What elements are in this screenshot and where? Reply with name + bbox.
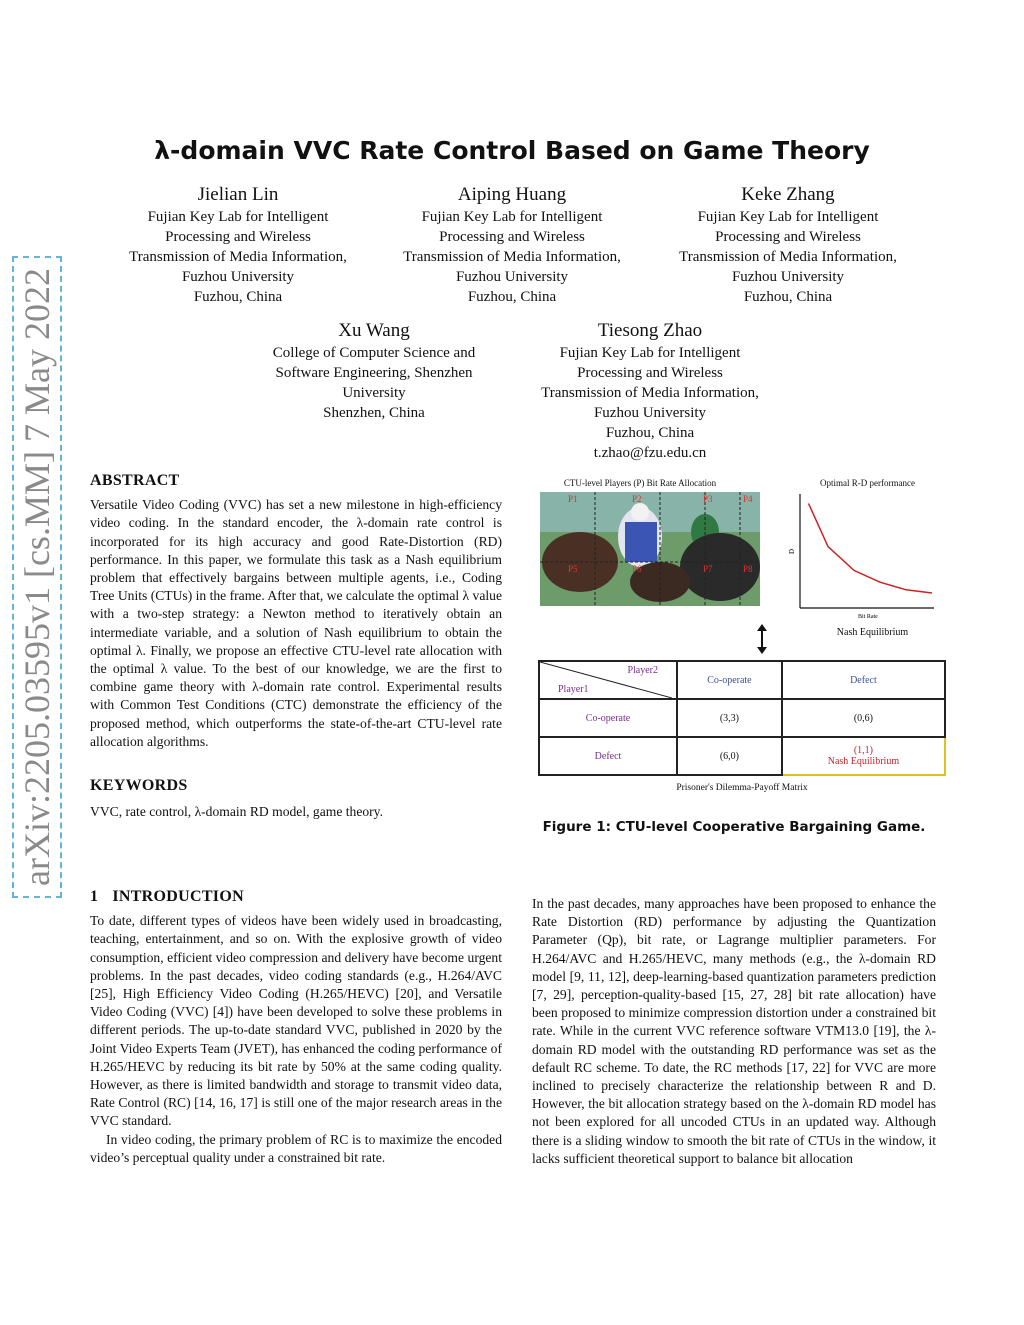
rd-ylabel: D	[788, 548, 796, 554]
author-affil-line: Transmission of Media Information,	[679, 249, 897, 265]
player-label: P1	[568, 494, 578, 504]
author-name: Tiesong Zhao	[597, 320, 703, 341]
author-affil-line: Transmission of Media Information,	[541, 385, 759, 401]
double-arrow-icon	[754, 624, 770, 654]
player-label: P3	[703, 494, 713, 504]
keywords-heading: KEYWORDS	[90, 777, 188, 795]
author-affil-line: College of Computer Science and	[272, 345, 476, 361]
intro-heading-number: 1	[90, 888, 99, 905]
player-label: P4	[743, 494, 753, 504]
payoff-cell: (3,3)	[677, 699, 782, 737]
ctu-player-image	[540, 492, 760, 606]
author-affil-line: Processing and Wireless	[439, 229, 585, 245]
player-label: P7	[703, 564, 713, 574]
author-affil-line: Fujian Key Lab for Intelligent	[697, 209, 879, 225]
author-affil-line: Fuzhou, China	[193, 289, 283, 305]
intro-paragraph: In the past decades, many approaches have been proposed to enhance the Rate Distortion (RD) performance by adjusting the Quantization Parameter (Qp), bit rate, or Lagrange multiplier parameters. For H.264/AVC and H.265/HEVC, many methods (e.g., the λ-domain RD model [9, 11, 12], deep-learning-based quantization parameters prediction [7, 29], perception-quality-based [15, 27, 28] bit rate allocation) have been proposed to minimize compression distortion under a constrained bit rate. While in the current VVC reference software VTM13.0 [19], the λ-domain RD model with the outstanding RD performance was set as the default RC scheme. To date, the RC methods [17, 22] for VVC are more inclined to precisely characterize the relationship between R and D. However, the bit allocation strategy based on the λ-domain RD model has not been explored for all uncoded CTUs in an updated way. Although there is a sliding window to smooth the bit rate of CTUs in the window, it lacks sufficient theoretical support to balance bit allocation	[532, 896, 936, 1166]
player-label: P8	[743, 564, 753, 574]
author-affil-line: Processing and Wireless	[577, 365, 723, 381]
intro-heading-text: INTRODUCTION	[112, 888, 244, 905]
row-label-cooperate: Co-operate	[539, 699, 677, 737]
rd-chart	[788, 490, 938, 620]
arxiv-stamp: arXiv:2205.03595v1 [cs.MM] 7 May 2022	[12, 256, 62, 898]
rd-chart-title: Optimal R-D performance	[820, 478, 915, 488]
intro-paragraph: In video coding, the primary problem of RC is to maximize the encoded video’s perceptual quality under a constrained bit rate.	[90, 1131, 502, 1165]
nash-equilibrium-cell	[782, 737, 945, 775]
payoff-cell: (0,6)	[782, 699, 945, 737]
author-block	[108, 183, 368, 307]
author-affil-line: University	[342, 385, 406, 401]
rd-curve-line	[809, 503, 933, 593]
payoff-matrix	[538, 660, 946, 776]
players-label: CTU-level Players (P) Bit Rate Allocation	[563, 478, 717, 488]
author-affil-line: Software Engineering, Shenzhen	[275, 365, 473, 381]
horse-race-illustration	[540, 492, 760, 606]
matrix-corner-cell	[539, 661, 677, 699]
author-affil-line: Fuzhou University	[181, 269, 295, 285]
author-block	[244, 319, 504, 423]
author-name: Keke Zhang	[741, 184, 835, 205]
player-label: P5	[568, 564, 578, 574]
abstract-heading: ABSTRACT	[90, 472, 180, 489]
author-affil-line: Transmission of Media Information,	[129, 249, 347, 265]
author-affil-line: Fujian Key Lab for Intelligent	[147, 209, 329, 225]
author-affil-line: Transmission of Media Information,	[403, 249, 621, 265]
author-affil-line: Shenzhen, China	[323, 405, 425, 421]
author-affil-line: Fuzhou University	[593, 405, 707, 421]
figure-caption: Figure 1: CTU-level Cooperative Bargaining Game.	[542, 819, 926, 835]
author-affil-line: Processing and Wireless	[715, 229, 861, 245]
payoff-value: (1,1)	[853, 745, 873, 756]
author-affil-line: Fuzhou University	[455, 269, 569, 285]
abstract-section	[90, 472, 502, 821]
author-affil-line: Fujian Key Lab for Intelligent	[421, 209, 603, 225]
author-affil-line: Processing and Wireless	[165, 229, 311, 245]
payoff-cell: (6,0)	[677, 737, 782, 775]
author-affil-line: Fujian Key Lab for Intelligent	[559, 345, 741, 361]
col-header-cooperate: Co-operate	[677, 661, 782, 699]
player-label: P2	[632, 494, 642, 504]
player1-label: Player1	[558, 684, 589, 695]
row-label-defect: Defect	[539, 737, 677, 775]
player2-label: Player2	[627, 665, 658, 676]
keywords-text: VVC, rate control, λ-domain RD model, game theory.	[90, 804, 383, 820]
abstract-text: Versatile Video Coding (VVC) has set a new milestone in high-efficiency video coding. In the standard encoder, the λ-domain rate control is incorporated for its high accuracy and good Rate-Distortion (RD) performance. In this paper, we formulate this task as a Nash equilibrium problem that effectively bargains between multiple agents, i.e., Coding Tree Units (CTUs) in the frame. After that, we calculate the optimal λ value with a two-step strategy: a Newton method to iteratively obtain an intermediate variable, and a solution of Nash equilibrium to obtain the optimal λ. Finally, we propose an effective CTU-level rate allocation with the optimal λ value. To the best of our knowledge, we are the first to combine game theory with λ-domain rate control. Experimental results with Common Test Conditions (CTC) demonstrate the efficiency of the proposed method, which outperforms the state-of-the-art CTU-level rate allocation algorithms.	[90, 497, 502, 749]
author-name: Xu Wang	[338, 320, 410, 341]
player-label: P6	[632, 564, 642, 574]
intro-right	[532, 895, 936, 1168]
intro-left	[90, 888, 502, 1167]
author-name: Aiping Huang	[457, 184, 567, 205]
intro-heading	[90, 888, 502, 906]
author-block	[382, 183, 642, 307]
author-affil-line: Fuzhou, China	[743, 289, 833, 305]
author-email[interactable]: t.zhao@fzu.edu.cn	[593, 445, 707, 461]
matrix-caption: Prisoner's Dilemma-Payoff Matrix	[676, 783, 808, 793]
author-name: Jielian Lin	[197, 184, 279, 205]
author-affil-line: Fuzhou, China	[605, 425, 695, 441]
nash-equilibrium-note: Nash Equilibrium	[827, 756, 900, 767]
rd-xlabel: Bit Rate	[858, 614, 878, 620]
author-block	[657, 183, 919, 307]
paper-title: λ-domain VVC Rate Control Based on Game Theory	[154, 136, 870, 165]
intro-paragraph: To date, different types of videos have been widely used in broadcasting, teaching, entertainment, and so on. With the explosive growth of video consumption, efficient video compression and delivery have become urgent problems. In the past decades, video coding standards (e.g., H.264/AVC [25], High Efficiency Video Coding (H.265/HEVC) [20], and Versatile Video Coding (VVC) [4]) have been developed to solve these problems in different periods. The up-to-date standard VVC, published in 2020 by the Joint Video Experts Team (JVET), has enhanced the coding performance of H.265/HEVC by reducing its bit rate by 50% at the same coding quality. However, as there is limited bandwidth and storage to transmit video data, Rate Control (RC) [14, 16, 17] is still one of the major research areas in the VVC standard.	[90, 913, 502, 1129]
col-header-defect: Defect	[782, 661, 945, 699]
author-block	[519, 319, 781, 463]
nash-label: Nash Equilibrium	[836, 627, 909, 638]
author-affil-line: Fuzhou, China	[467, 289, 557, 305]
author-affil-line: Fuzhou University	[731, 269, 845, 285]
